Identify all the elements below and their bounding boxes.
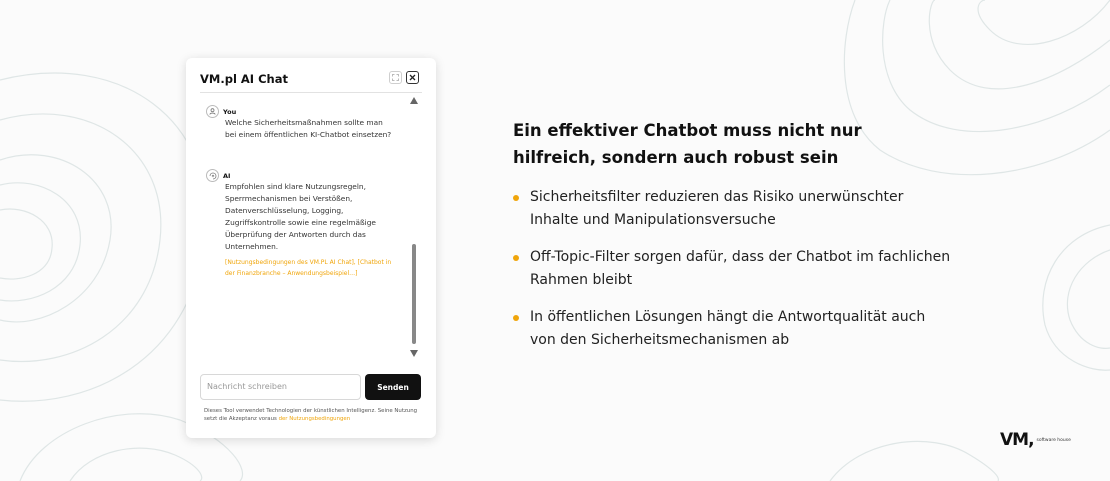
message-source-links[interactable]: [Nutzungsbedingungen des VM.PL AI Chat], [Chatbot in der Finanzbranche – Anwendungsbeispiel…] (225, 259, 392, 277)
message-author: You (223, 107, 237, 116)
message-text: Empfohlen sind klare Nutzungsregeln, Sperrmechanismen bei Verstößen, Datenverschlüsselung, Logging, Zugriffskontrolle sowie eine regelmäßige Überprüfung der Antworten durch das Unternehmen. (225, 182, 376, 251)
user-icon (206, 105, 219, 118)
header-divider (200, 92, 422, 93)
message-ai (206, 169, 396, 279)
bullet-dot (513, 255, 519, 261)
bullet-text: Sicherheitsfilter reduzieren das Risiko unerwünschter Inhalte und Manipulationsversuche (530, 189, 904, 228)
chat-title: VM.pl AI Chat (200, 72, 288, 86)
scroll-up-arrow[interactable] (410, 97, 418, 104)
vm-logo (1000, 430, 1071, 450)
chat-widget (186, 58, 436, 438)
expand-icon[interactable] (389, 71, 402, 84)
bullet-dot (513, 195, 519, 201)
chat-disclaimer (204, 407, 419, 423)
ai-icon (206, 169, 219, 182)
logo-subtitle: software house (1036, 437, 1071, 443)
bullet-item (513, 186, 953, 232)
close-icon[interactable] (406, 71, 419, 84)
send-button[interactable]: Senden (365, 374, 421, 400)
bullet-dot (513, 315, 519, 321)
terms-link[interactable]: der Nutzungsbedingungen (278, 416, 351, 422)
headline: Ein effektiver Chatbot muss nicht nur hilfreich, sondern auch robust sein (513, 121, 862, 167)
bullet-item (513, 306, 953, 352)
message-text: Welche Sicherheitsmaßnahmen sollte man bei einem öffentlichen KI-Chatbot einsetzen? (225, 118, 392, 139)
disclaimer-text: Dieses Tool verwendet Technologien der künstlichen Intelligenz. Seine Nutzung setzt die Akzeptanz voraus (204, 408, 418, 422)
bullet-list (513, 186, 953, 366)
bullet-item (513, 246, 953, 292)
scroll-down-arrow[interactable] (410, 350, 418, 357)
bullet-text: Off-Topic-Filter sorgen dafür, dass der Chatbot im fachlichen Rahmen bleibt (530, 249, 951, 288)
logo-mark: VM, (1000, 430, 1034, 450)
message-author: AI (223, 171, 231, 180)
message-input[interactable]: Nachricht schreiben (200, 374, 361, 400)
scrollbar-thumb[interactable] (412, 244, 416, 344)
bullet-text: In öffentlichen Lösungen hängt die Antwortqualität auch von den Sicherheitsmechanismen ab (530, 309, 926, 348)
message-user (206, 105, 396, 141)
